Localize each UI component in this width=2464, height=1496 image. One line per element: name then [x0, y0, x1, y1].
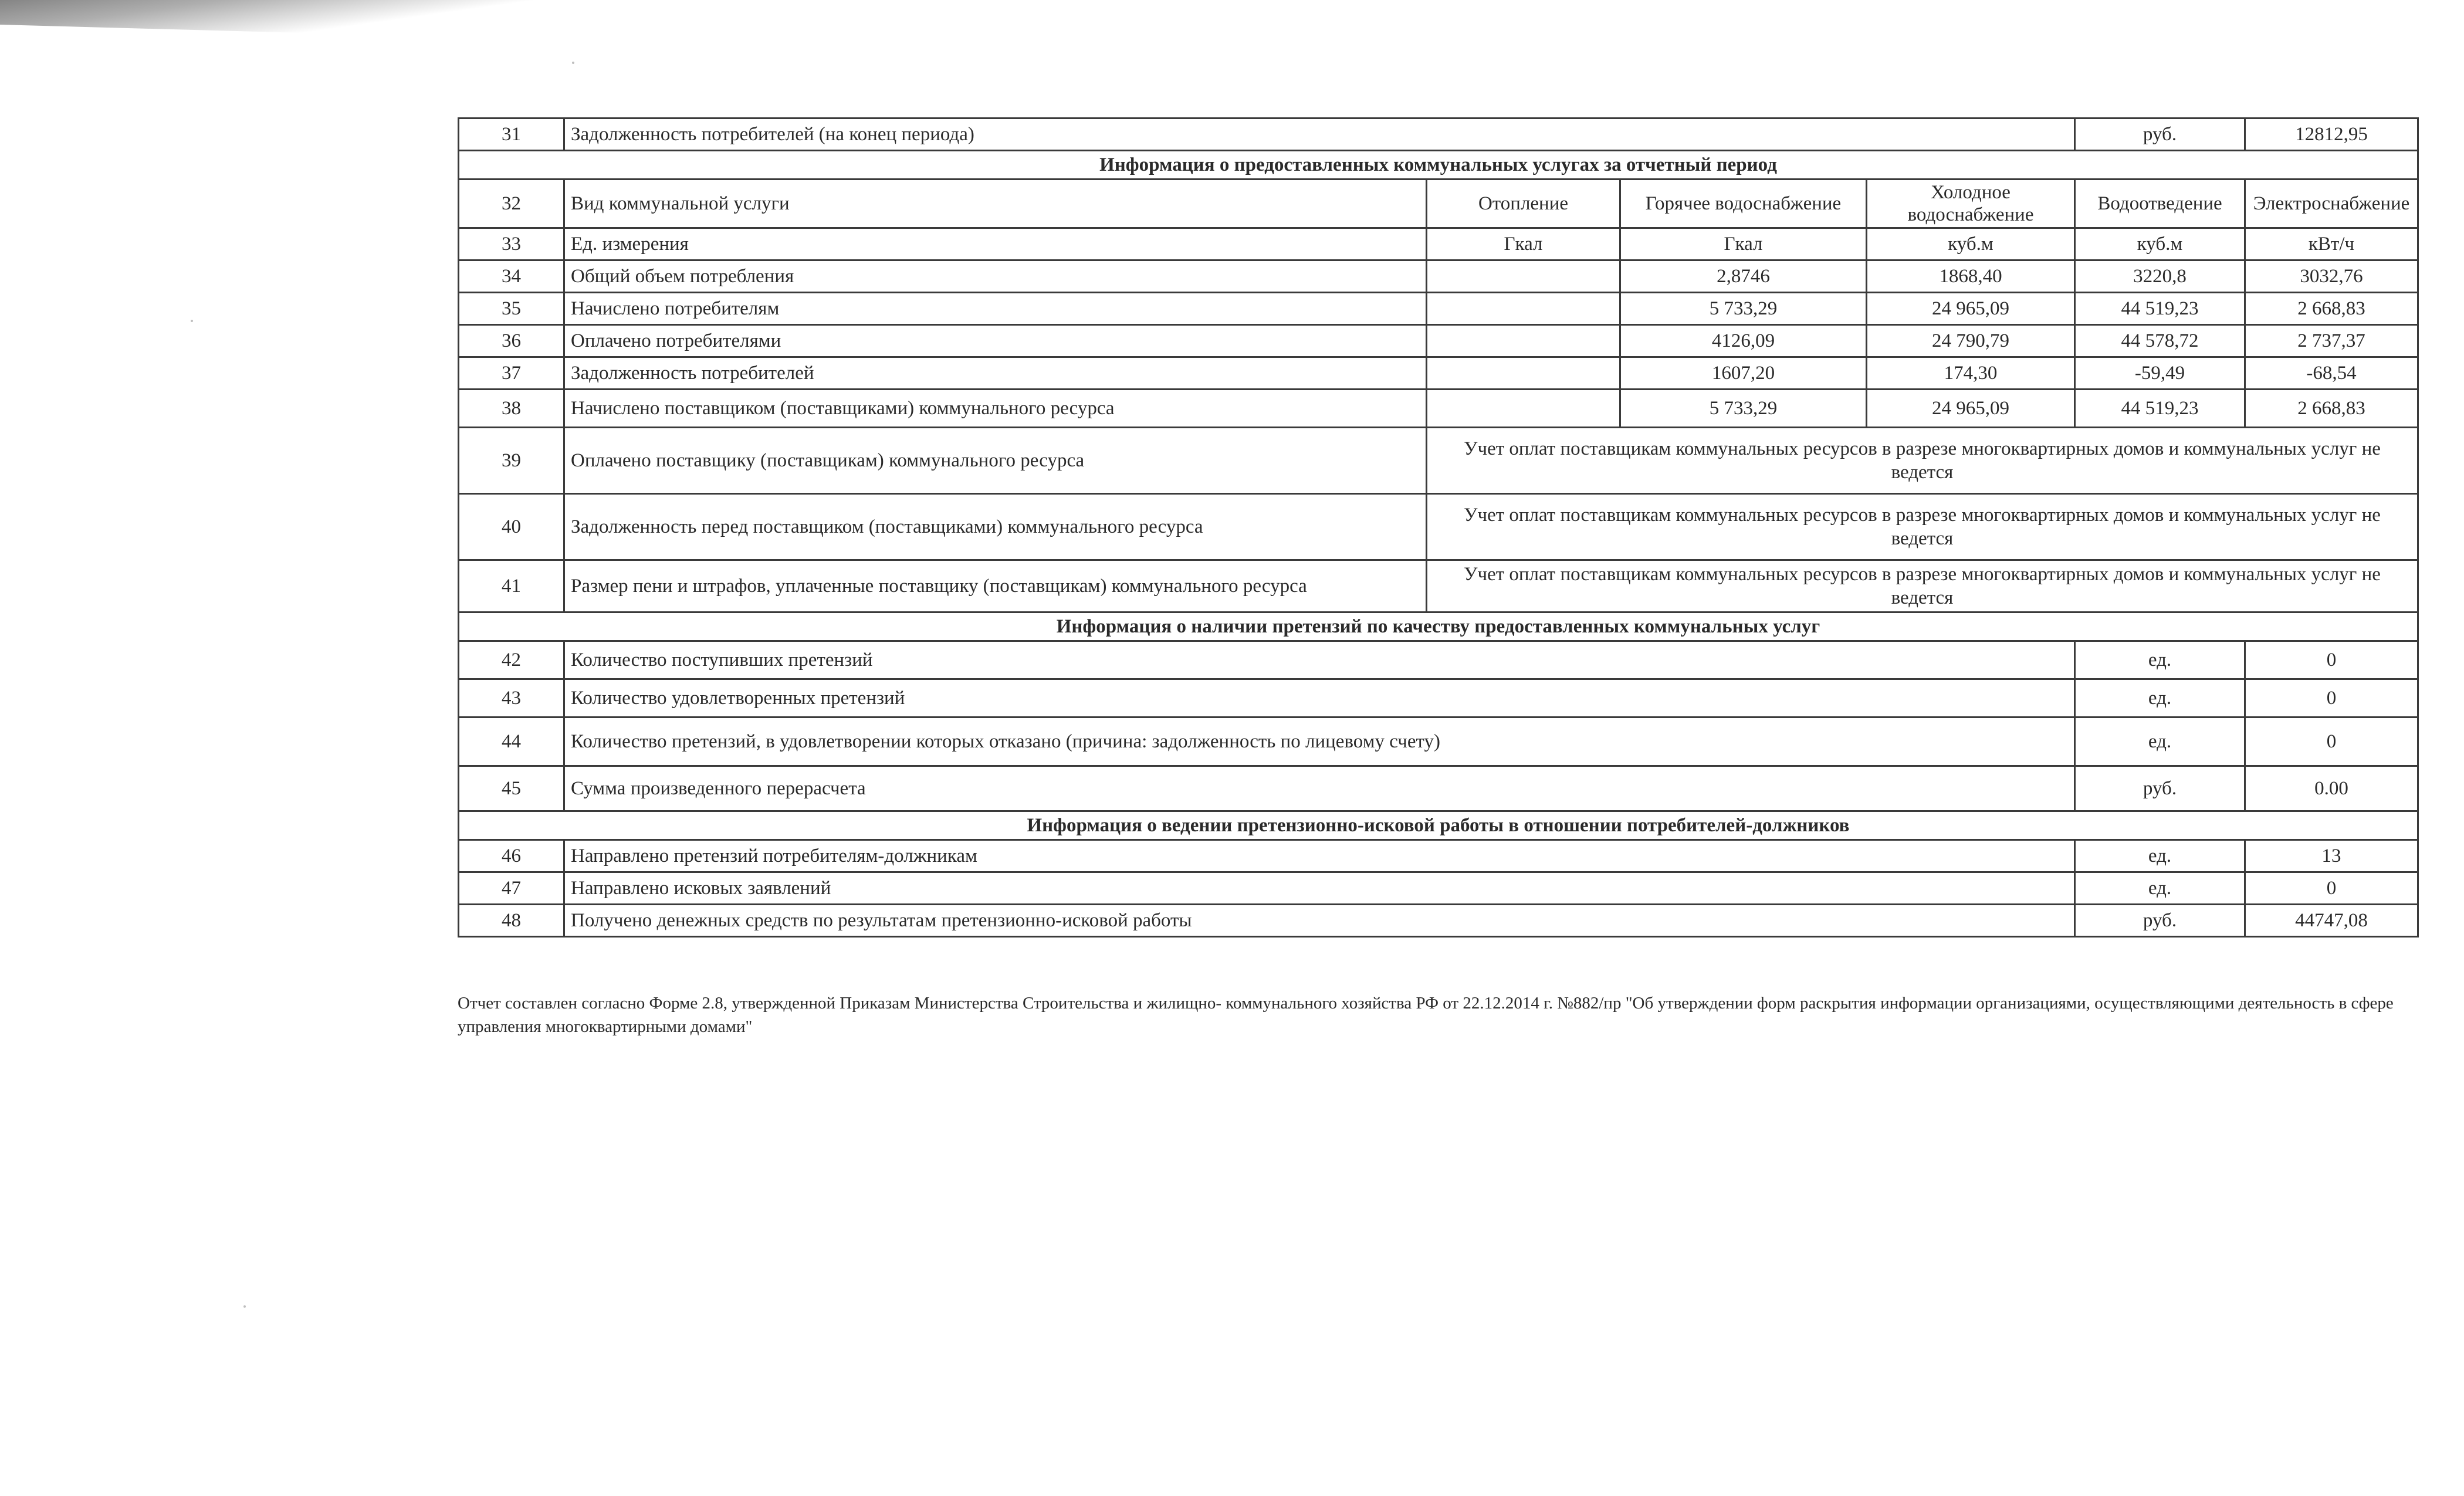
row-label: Общий объем потребления	[564, 260, 1427, 293]
row-value: 0	[2245, 641, 2418, 679]
section-header-services	[459, 151, 2418, 180]
section-title: Информация о предоставленных коммунальных услугах за отчетный период	[459, 151, 2418, 180]
cell-value: 44 519,23	[2075, 293, 2245, 325]
table-row-36	[459, 325, 2418, 357]
cell-value: 174,30	[1867, 357, 2075, 390]
row-label: Вид коммунальной услуги	[564, 180, 1427, 228]
row-number: 33	[459, 228, 564, 260]
table-row-33	[459, 228, 2418, 260]
row-label: Начислено поставщиком (поставщиками) коммунального ресурса	[564, 390, 1427, 428]
footer-note: Отчет составлен согласно Форме 2.8, утвержденной Приказам Министерства Строительства и жилищно- коммунального хозяйства РФ от 22.12.2014 г. №882/пр "Об утверждении форм раскрытия информации организациями, осуществляющими деятельность в сфере управления многоквартирными домами"	[458, 994, 2394, 1036]
row-label: Задолженность потребителей (на конец периода)	[564, 119, 2075, 151]
section-title: Информация о наличии претензий по качеству предоставленных коммунальных услуг	[459, 612, 2418, 641]
table-row-39	[459, 428, 2418, 494]
cell-value	[1427, 260, 1620, 293]
row-value: 0	[2245, 679, 2418, 717]
table-row-42	[459, 641, 2418, 679]
row-unit: ед.	[2075, 679, 2245, 717]
col-heating: Отопление	[1427, 180, 1620, 228]
section-header-lawsuits	[459, 811, 2418, 840]
row-unit: руб.	[2075, 766, 2245, 811]
cell-value: 2 668,83	[2245, 390, 2418, 428]
table-row-47	[459, 872, 2418, 905]
section-title: Информация о ведении претензионно-исковой работы в отношении потребителей-должников	[459, 811, 2418, 840]
cell-value: Гкал	[1427, 228, 1620, 260]
table-row-34	[459, 260, 2418, 293]
table-row-32	[459, 180, 2418, 228]
report-table	[458, 117, 2419, 937]
row-unit: ед.	[2075, 872, 2245, 905]
cell-value: куб.м	[1867, 228, 2075, 260]
row-unit: ед.	[2075, 717, 2245, 766]
row-number: 37	[459, 357, 564, 390]
row-value: 12812,95	[2245, 119, 2418, 151]
row-unit: ед.	[2075, 840, 2245, 872]
row-value: 44747,08	[2245, 905, 2418, 937]
row-number: 36	[459, 325, 564, 357]
row-number: 35	[459, 293, 564, 325]
row-number: 44	[459, 717, 564, 766]
row-number: 34	[459, 260, 564, 293]
not-tracked-note: Учет оплат поставщикам коммунальных ресурсов в разрезе многоквартирных домов и коммунальных услуг не ведется	[1427, 560, 2418, 612]
row-label: Количество удовлетворенных претензий	[564, 679, 2075, 717]
row-number: 46	[459, 840, 564, 872]
row-number: 45	[459, 766, 564, 811]
row-value: 0	[2245, 872, 2418, 905]
cell-value: 44 519,23	[2075, 390, 2245, 428]
scan-speck	[243, 1305, 246, 1308]
row-number: 31	[459, 119, 564, 151]
row-label: Получено денежных средств по результатам претензионно-исковой работы	[564, 905, 2075, 937]
cell-value: Гкал	[1620, 228, 1867, 260]
row-label: Направлено исковых заявлений	[564, 872, 2075, 905]
table-row-43	[459, 679, 2418, 717]
row-number: 41	[459, 560, 564, 612]
cell-value: -59,49	[2075, 357, 2245, 390]
cell-value: 1868,40	[1867, 260, 2075, 293]
scan-edge-shadow	[0, 0, 645, 35]
col-sewerage: Водоотведение	[2075, 180, 2245, 228]
row-number: 48	[459, 905, 564, 937]
cell-value: 4126,09	[1620, 325, 1867, 357]
row-label: Оплачено потребителями	[564, 325, 1427, 357]
cell-value: -68,54	[2245, 357, 2418, 390]
row-label: Количество претензий, в удовлетворении которых отказано (причина: задолженность по лицевому счету)	[564, 717, 2075, 766]
row-label: Оплачено поставщику (поставщикам) коммунального ресурса	[564, 428, 1427, 494]
row-label: Ед. измерения	[564, 228, 1427, 260]
table-row-46	[459, 840, 2418, 872]
table-row-31	[459, 119, 2418, 151]
row-number: 32	[459, 180, 564, 228]
table-row-37	[459, 357, 2418, 390]
col-electricity: Электроснабжение	[2245, 180, 2418, 228]
row-unit: руб.	[2075, 119, 2245, 151]
cell-value	[1427, 357, 1620, 390]
row-number: 40	[459, 494, 564, 560]
col-hot-water: Горячее водоснабжение	[1620, 180, 1867, 228]
scan-speck	[191, 320, 193, 322]
cell-value: 3032,76	[2245, 260, 2418, 293]
table-row-35	[459, 293, 2418, 325]
cell-value: куб.м	[2075, 228, 2245, 260]
table-row-40	[459, 494, 2418, 560]
cell-value: 1607,20	[1620, 357, 1867, 390]
row-value: 13	[2245, 840, 2418, 872]
cell-value	[1427, 325, 1620, 357]
row-number: 39	[459, 428, 564, 494]
cell-value: 2 668,83	[2245, 293, 2418, 325]
row-label: Количество поступивших претензий	[564, 641, 2075, 679]
cell-value: 3220,8	[2075, 260, 2245, 293]
row-label: Сумма произведенного перерасчета	[564, 766, 2075, 811]
row-number: 47	[459, 872, 564, 905]
row-value: 0.00	[2245, 766, 2418, 811]
table-row-44	[459, 717, 2418, 766]
row-label: Направлено претензий потребителям-должникам	[564, 840, 2075, 872]
row-number: 43	[459, 679, 564, 717]
cell-value: 2 737,37	[2245, 325, 2418, 357]
cell-value: 5 733,29	[1620, 293, 1867, 325]
row-label: Начислено потребителям	[564, 293, 1427, 325]
table-row-48	[459, 905, 2418, 937]
cell-value: 44 578,72	[2075, 325, 2245, 357]
cell-value	[1427, 293, 1620, 325]
cell-value: 2,8746	[1620, 260, 1867, 293]
cell-value: 24 965,09	[1867, 390, 2075, 428]
scan-speck	[572, 62, 574, 64]
cell-value: 24 790,79	[1867, 325, 2075, 357]
table-row-45	[459, 766, 2418, 811]
row-label: Задолженность потребителей	[564, 357, 1427, 390]
cell-value: 24 965,09	[1867, 293, 2075, 325]
section-header-claims	[459, 612, 2418, 641]
row-label: Размер пени и штрафов, уплаченные поставщику (поставщикам) коммунального ресурса	[564, 560, 1427, 612]
row-number: 38	[459, 390, 564, 428]
not-tracked-note: Учет оплат поставщикам коммунальных ресурсов в разрезе многоквартирных домов и коммунальных услуг не ведется	[1427, 428, 2418, 494]
row-number: 42	[459, 641, 564, 679]
cell-value	[1427, 390, 1620, 428]
not-tracked-note: Учет оплат поставщикам коммунальных ресурсов в разрезе многоквартирных домов и коммунальных услуг не ведется	[1427, 494, 2418, 560]
cell-value: кВт/ч	[2245, 228, 2418, 260]
col-cold-water: Холодное водоснабжение	[1867, 180, 2075, 228]
table-row-38	[459, 390, 2418, 428]
row-label: Задолженность перед поставщиком (поставщиками) коммунального ресурса	[564, 494, 1427, 560]
row-unit: руб.	[2075, 905, 2245, 937]
table-row-41	[459, 560, 2418, 612]
row-unit: ед.	[2075, 641, 2245, 679]
cell-value: 5 733,29	[1620, 390, 1867, 428]
row-value: 0	[2245, 717, 2418, 766]
